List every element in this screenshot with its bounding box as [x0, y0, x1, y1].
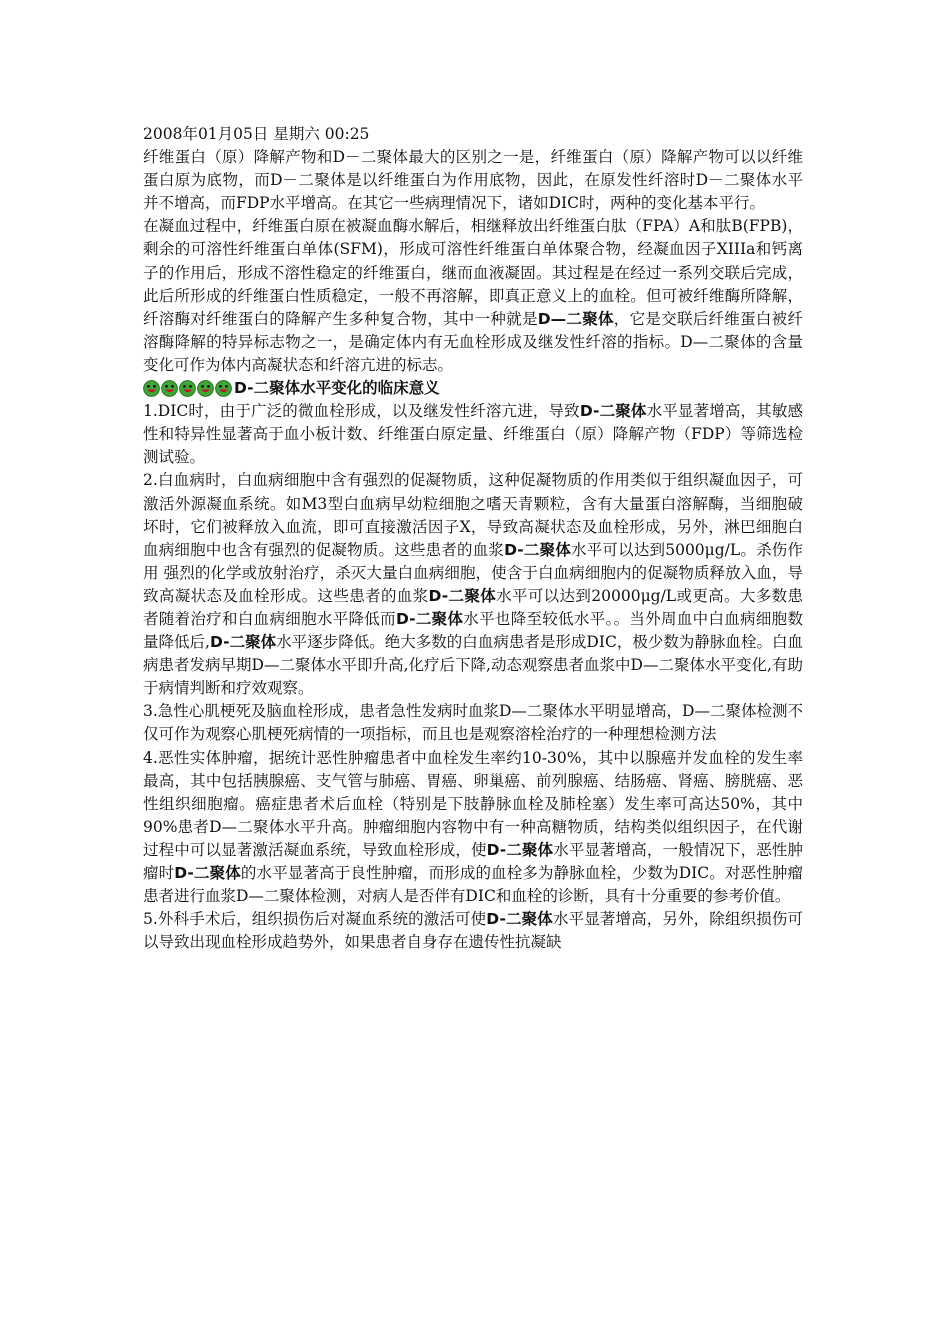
list-item-text: 水平可以达到5000μg/L。杀伤作用 强烈的化学或放射治疗，杀灭大量白血病细胞，使含于白血病细胞内的促凝物质释放入血，导致高凝状态及血栓形成。这些患者的血浆 — [143, 540, 803, 605]
list-item — [143, 747, 803, 909]
d-dimer-term: D-二聚体 — [579, 402, 647, 421]
list-item-text: 水平显著增高，一般情况下，恶性肿瘤时 — [143, 840, 803, 882]
date-line: 2008年01月05日 星期六 00:25 — [143, 125, 370, 143]
section-heading-row — [143, 377, 803, 400]
heading-icons — [143, 380, 233, 397]
list-item-text: 水平显著增高，另外，除组织损伤可以导致出现血栓形成趋势外，如果患者自身存在遗传性抗凝缺 — [143, 910, 803, 952]
smiley-icon — [197, 380, 214, 397]
d-dimer-term: D-二聚体 — [174, 864, 241, 882]
coagulation-paragraph — [143, 215, 803, 377]
section-heading: D-二聚体水平变化的临床意义 — [234, 379, 440, 398]
list-item-text: 水平也降至较低水平。。当外周血中白血病细胞数量降低后, — [143, 609, 803, 652]
list-item-text: 的水平显著高于良性肿瘤，而形成的血栓多为静脉血栓，少数为DIC。对恶性肿瘤患者进行血浆D—二聚体检测，对病人是否伴有DIC和血栓的诊断，具有十分重要的参考价值。 — [143, 864, 803, 906]
d-dimer-term: D-二聚体 — [428, 586, 497, 605]
list-item: 3.急性心肌梗死及脑血栓形成，患者急性发病时血浆D—二聚体水平明显增高，D—二聚体检测不仅可作为观察心肌梗死病情的一项指标，而且也是观察溶栓治疗的一种理想检测方法 — [143, 702, 803, 744]
d-dimer-term: D—二聚体 — [537, 309, 614, 328]
d-dimer-term: D-二聚体 — [395, 609, 464, 628]
smiley-icon — [215, 380, 232, 397]
coagulation-text: 在凝血过程中，纤维蛋白原在被凝血酶水解后，相继释放出纤维蛋白肽（FPA）A和肽B(FPB)，剩余的可溶性纤维蛋白单体(SFM)，形成可溶性纤维蛋白单体聚合物，经凝血因子XIIIa和钙离子的作用后，形成不溶性稳定的纤维蛋白，继而血液凝固。其过程是在经过一系列交联后完成，此后所形成的纤维蛋白性质稳定，一般不再溶解，即真正意义上的血栓。但可被纤维酶所降解，纤溶酶对纤维蛋白的降解产生多种复合物，其中一种就是 — [143, 217, 803, 328]
list-item-text: 水平显著增高，其敏感性和特异性显著高于血小板计数、纤维蛋白原定量、纤维蛋白（原）降解产物（FDP）等筛选检测试验。 — [143, 402, 803, 467]
list-item-text: 水平可以达到20000μg/L或更高。大多数患者随着治疗和白血病细胞水平降低而 — [143, 586, 803, 628]
d-dimer-term: D-二聚体 — [486, 840, 554, 859]
list-item-text: 水平逐步降低。绝大多数的白血病患者是形成DIC，极少数为静脉血栓。白血病患者发病早期D—二聚体水平即升高,化疗后下降,动态观察患者血浆中D—二聚体水平变化,有助于病情判断和疗效观察。 — [143, 633, 803, 698]
list-item — [143, 908, 803, 954]
d-dimer-term: D-二聚体 — [486, 910, 553, 929]
list-item-text: 1.DIC时，由于广泛的微血栓形成，以及继发性纤溶亢进，导致 — [143, 402, 580, 421]
list-item — [143, 469, 803, 700]
coagulation-text-end: ，它是交联后纤维蛋白被纤溶酶降解的特异标志物之一，是确定体内有无血栓形成及继发性纤溶的指标。D—二聚体的含量变化可作为体内高凝状态和纤溶亢进的标志。 — [143, 309, 803, 374]
smiley-icon — [179, 380, 196, 397]
list-item-text: 2.白血病时，白血病细胞中含有强烈的促凝物质，这种促凝物质的作用类似于组织凝血因子，可激活外源凝血系统。如M3型白血病早幼粒细胞之嗜天青颗粒，含有大量蛋白溶解酶，当细胞破坏时，它们被释放入血流，即可直接激活因子X，导致高凝状态及血栓形成，另外，淋巴细胞白血病细胞中也含有强烈的促凝物质。这些患者的血浆 — [143, 471, 803, 559]
list-item — [143, 400, 803, 469]
d-dimer-term: D-二聚体 — [504, 540, 572, 559]
d-dimer-term: D-二聚体 — [209, 633, 277, 652]
smiley-icon — [143, 380, 160, 397]
list-item-text: 5.外科手术后，组织损伤后对凝血系统的激活可使 — [143, 910, 487, 929]
intro-paragraph: 纤维蛋白（原）降解产物和D－二聚体最大的区别之一是，纤维蛋白（原）降解产物可以以纤维蛋白原为底物，而D－二聚体是以纤维蛋白为作用底物，因此，在原发性纤溶时D－二聚体水平并不增高，而FDP水平增高。在其它一些病理情况下，诸如DIC时，两种的变化基本平行。 — [143, 148, 803, 213]
document-page — [143, 123, 803, 954]
smiley-icon — [161, 380, 178, 397]
list-item-text: 4.恶性实体肿瘤，据统计恶性肿瘤患者中血栓发生率约10-30%，其中以腺癌并发血栓的发生率最高，其中包括胰腺癌、支气管与肺癌、胃癌、卵巢癌、前列腺癌、结肠癌、肾癌、膀胱癌、恶性组织细胞瘤。癌症患者术后血栓（特别是下肢静脉血栓及肺栓塞）发生率可高达50%，其中90%患者D—二聚体水平升高。肿瘤细胞内容物中有一种高糖物质，结构类似组织因子，在代谢过程中可以显著激活凝血系统，导致血栓形成，使 — [143, 748, 803, 859]
